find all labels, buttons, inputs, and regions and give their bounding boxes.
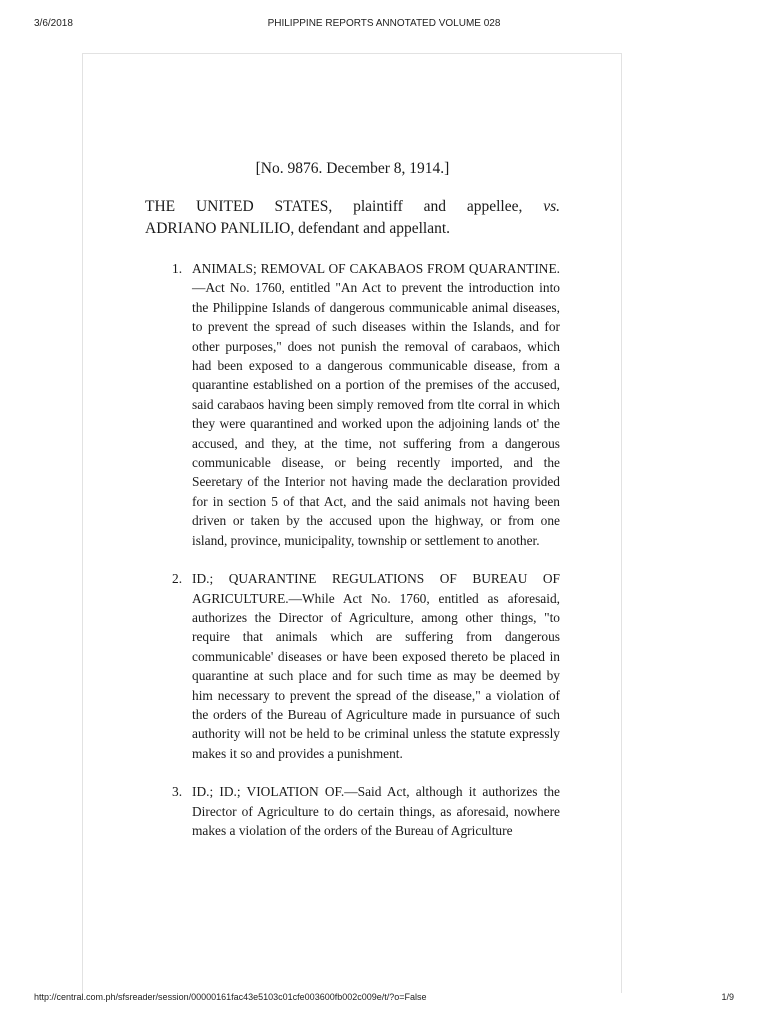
print-footer [0,992,768,1024]
parties-line-1 [145,196,560,218]
case-number: [No. 9876. December 8, 1914.] [255,160,450,177]
syllabus-number: 1. [172,261,183,276]
syllabus-item [172,569,560,763]
versus-text: vs. [543,198,560,215]
syllabus-number: 2. [172,571,183,587]
syllabus-text: ID.; ID.; VIOLATION OF.—Said Act, although it authorizes the Director of Agriculture to do certain things, as aforesaid, nowhere makes a violation of the orders of the Bureau of Agriculture [192,784,560,838]
print-title: PHILIPPINE REPORTS ANNOTATED VOLUME 028 [267,18,501,29]
print-url: http://central.com.ph/sfsreader/session/00000161fac43e5103c01cfe003600fb002c009e/t/?o=False [34,992,427,1002]
print-date: 3/6/2018 [34,18,73,29]
syllabus-text: ANIMALS; REMOVAL OF CAKABAOS FROM QUARANTINE.—Act No. 1760, entitled "An Act to prevent the introduction into the Philippine Islands of dangerous communicable animal diseases, to prevent the spread of such diseases within the Islands, and for other purposes," does not punish the removal of carabaos, which had been exposed to a dangerous communicable disease, from a quarantine established on a portion of the premises of the accused, said carabaos having been simply removed from tlte corral in which they were quarantined and worked upon the adjoining lands ot' the accused, and they, at the time, not suffering from a dangerous communicable disease, or being recently imported, and the Seeretary of the Interior not having made the declaration provided for in section 5 of that Act, and the said animals not having been driven or taken by the accused upon the highway, or from one island, province, municipality, township or settlement to another. [192,261,560,548]
syllabus-list [145,259,560,840]
print-page-number: 1/9 [721,992,734,1002]
syllabus-item [172,259,560,550]
defendant-text: ADRIANO PANLILIO, defendant and appellant. [145,220,451,237]
syllabus-number: 3. [172,784,183,800]
case-parties [145,196,560,240]
document-body [145,160,560,859]
print-header [0,0,768,40]
syllabus-text: ID.; QUARANTINE REGULATIONS OF BUREAU OF AGRICULTURE.—While Act No. 1760, entitled as aforesaid, authorizes the Director of Agriculture, among other things, "to require that animals which are suffering from dangerous communicable' diseases or have been exposed thereto be placed in quarantine at such place and for such time as may be deemed by him necessary to prevent the spread of the disease," a violation of the orders of the Bureau of Agriculture made in pursuance of such authority will not be held to be criminal unless the statute expressly makes it so and provides a punishment. [192,571,560,761]
syllabus-item [172,782,560,840]
plaintiff-text: THE UNITED STATES, plaintiff and appellee, [145,198,544,215]
